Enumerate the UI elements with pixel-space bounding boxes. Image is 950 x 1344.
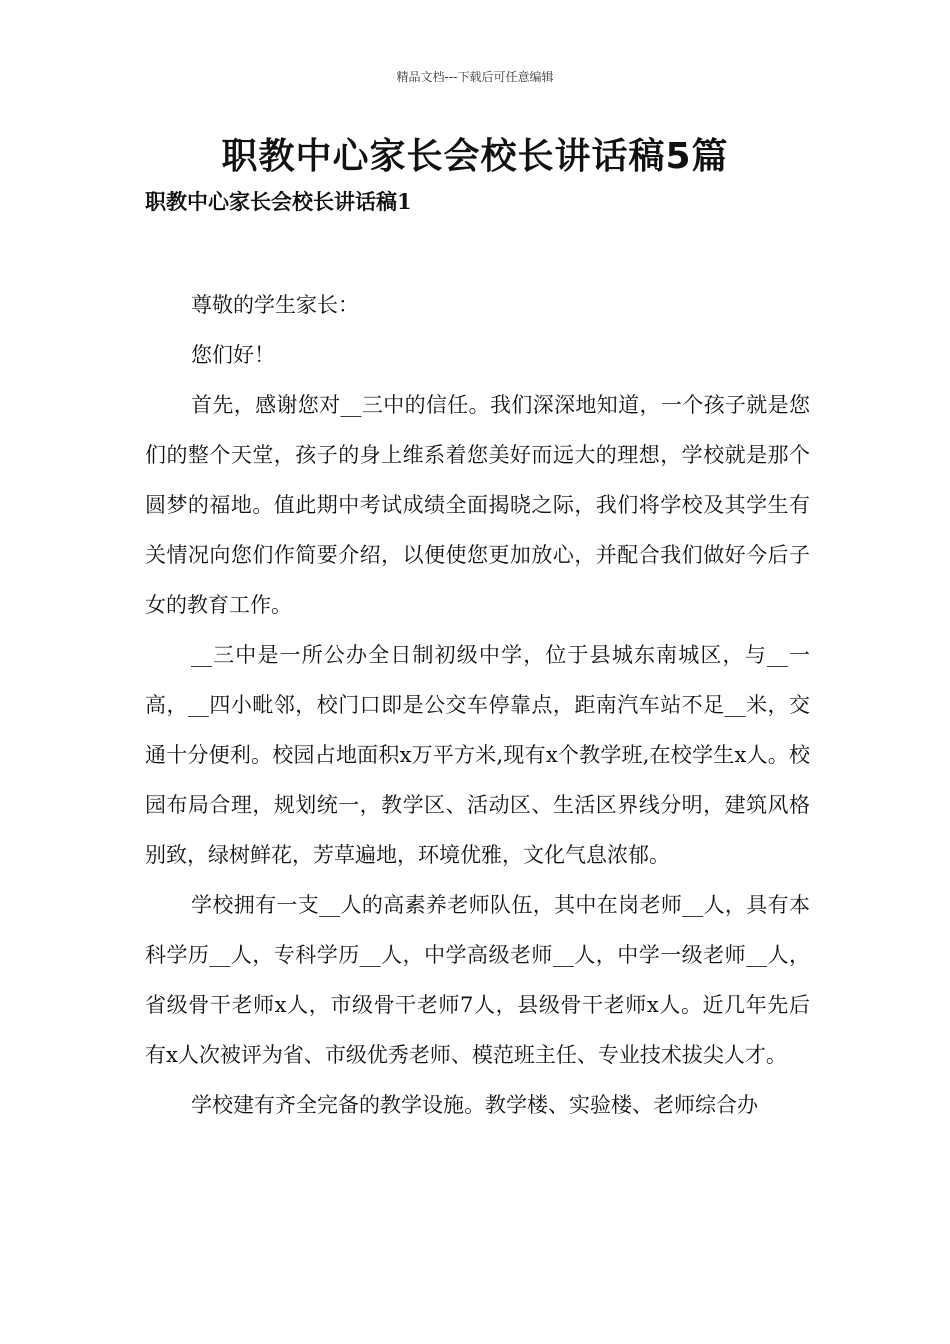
paragraph: __三中是一所公办全日制初级中学，位于县城东南城区，与__一高，__四小毗邻，校门口即是公交车停靠点，距南汽车站不足__米，交通十分便利。校园占地面积x万平方米,现有x个教学班,在校学生x人。校园布局合理，规划统一，教学区、活动区、生活区界线分明，建筑风格别致，绿树鲜花，芳草遍地，环境优雅，文化气息浓郁。 [145,643,810,867]
section-heading: 职教中心家长会校长讲话稿1 [145,189,412,214]
paragraph: 首先，感谢您对__三中的信任。我们深深地知道，一个孩子就是您们的整个天堂，孩子的身上维系着您美好而远大的理想，学校就是那个圆梦的福地。值此期中考试成绩全面揭晓之际，我们将学校及其学生有关情况向您们作简要介绍，以便使您更加放心，并配合我们做好今后子女的教育工作。 [145,393,810,617]
document-title: 职教中心家长会校长讲话稿5篇 [221,136,729,177]
paragraph: 学校建有齐全完备的教学设施。教学楼、实验楼、老师综合办 [191,1093,758,1117]
paragraph-greeting: 您们好！ [191,343,275,367]
paragraph-salutation: 尊敬的学生家长： [191,293,359,317]
body-text [145,280,810,1130]
paragraph: 学校拥有一支__人的高素养老师队伍，其中在岗老师__人，具有本科学历__人，专科学历__人，中学高级老师__人，中学一级老师__人，省级骨干老师x人，市级骨干老师7人，县级骨干老师x人。近几年先后有x人次被评为省、市级优秀老师、模范班主任、专业技术拔尖人才。 [145,893,810,1067]
header-note: 精品文档---下载后可任意编辑 [396,70,554,84]
